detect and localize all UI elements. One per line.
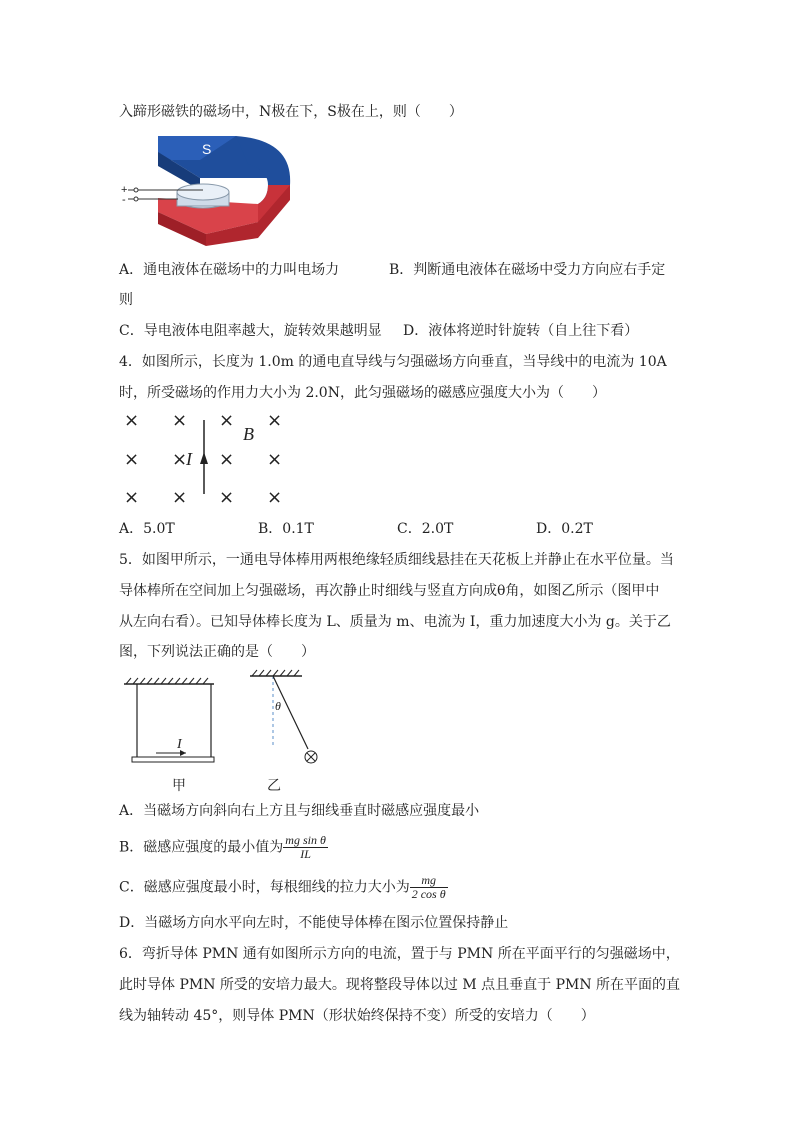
field-cross: × [124, 487, 140, 508]
q3-option-d: D．液体将逆时针旋转（自上往下看） [403, 323, 639, 339]
field-cross: × [124, 410, 140, 431]
current-arrow-icon [200, 452, 208, 464]
q3-option-a: A．通电液体在磁场中的力叫电场力 [119, 262, 340, 278]
q6-line-3: 线为轴转动 45°，则导体 PMN（形状始终保持不变）所受的安培力（ ） [119, 1008, 595, 1024]
q6-line-2: 此时导体 PMN 所受的安培力最大。现将整段导体以过 M 点且垂直于 PMN 所在平面的直 [119, 977, 681, 993]
fraction-numerator: mg sin θ [285, 833, 326, 847]
figure-yi [248, 668, 328, 774]
q5-line-1: 5．如图甲所示，一通电导体棒用两根绝缘轻质细线悬挂在天花板上并静止在水平位量。当 [119, 552, 674, 568]
q5-option-b-fraction [283, 834, 328, 861]
field-cross: × [219, 449, 235, 470]
fraction-denominator: 2 cos θ [411, 887, 446, 901]
field-cross: × [219, 410, 235, 431]
figure-jia-caption: 甲 [172, 778, 186, 794]
q5-option-c-fraction [410, 874, 448, 901]
q5-option-b [119, 834, 328, 861]
q5-option-c-text: C．磁感应强度最小时，每根细线的拉力大小为 [119, 879, 410, 896]
current-wire [196, 418, 212, 496]
q5-line-3: 从左向右看）。已知导体棒长度为 L、质量为 m、电流为 I，重力加速度大小为 g。关于乙 [119, 614, 671, 630]
q5-option-c [119, 874, 448, 901]
horseshoe-magnet-figure [118, 130, 298, 248]
q4-option-c: C．2.0T [397, 521, 454, 537]
q6-line-1: 6．弯折导体 PMN 通有如图所示方向的电流，置于与 PMN 所在平面平行的匀强磁场中， [119, 946, 680, 962]
q3-option-c: C．导电液体电阻率越大，旋转效果越明显 [119, 323, 382, 339]
q5-option-a: A．当磁场方向斜向右上方且与细线垂直时磁感应强度最小 [119, 803, 480, 819]
field-cross: × [267, 410, 283, 431]
field-cross: × [172, 449, 188, 470]
minus-label: - [122, 194, 126, 206]
q5-option-d: D．当磁场方向水平向左时，不能使导体棒在图示位置保持静止 [119, 915, 509, 931]
q5-line-4: 图，下列说法正确的是（ ） [119, 644, 315, 660]
q5-line-2: 导体棒所在空间加上匀强磁场，再次静止时细线与竖直方向成θ角，如图乙所示（图甲中 [119, 583, 660, 599]
q4-line-1: 4．如图所示，长度为 1.0m 的通电直导线与匀强磁场方向垂直，当导线中的电流为 10A [119, 354, 667, 370]
q3-stem-tail: 入蹄形磁铁的磁场中，N极在下，S极在上，则（ ） [119, 104, 463, 120]
magnet-s-label: S [202, 141, 212, 157]
q5-option-b-text: B．磁感应强度的最小值为 [119, 839, 284, 856]
q4-option-d: D．0.2T [536, 521, 593, 537]
field-cross: × [172, 410, 188, 431]
label-b: B [243, 424, 254, 444]
field-cross: × [267, 449, 283, 470]
fraction-numerator: mg [410, 874, 448, 888]
field-cross: × [267, 487, 283, 508]
q4-option-a: A．5.0T [119, 521, 175, 537]
field-cross: × [172, 487, 188, 508]
field-cross: × [219, 487, 235, 508]
label-i: I [186, 449, 192, 469]
fraction-denominator: IL [300, 847, 311, 861]
q4-line-2: 时，所受磁场的作用力大小为 2.0N，此匀强磁场的磁感应强度大小为（ ） [119, 385, 606, 401]
jia-label-i: I [177, 737, 182, 752]
q4-option-b: B．0.1T [258, 521, 314, 537]
q3-option-b: B．判断通电液体在磁场中受力方向应右手定 [389, 262, 666, 278]
figure-yi-caption: 乙 [267, 778, 281, 794]
q3-option-b-cont: 则 [119, 292, 133, 308]
plus-label: + [121, 184, 128, 196]
yi-label-theta: θ [275, 699, 281, 713]
figure-jia [118, 675, 220, 770]
field-cross: × [124, 449, 140, 470]
